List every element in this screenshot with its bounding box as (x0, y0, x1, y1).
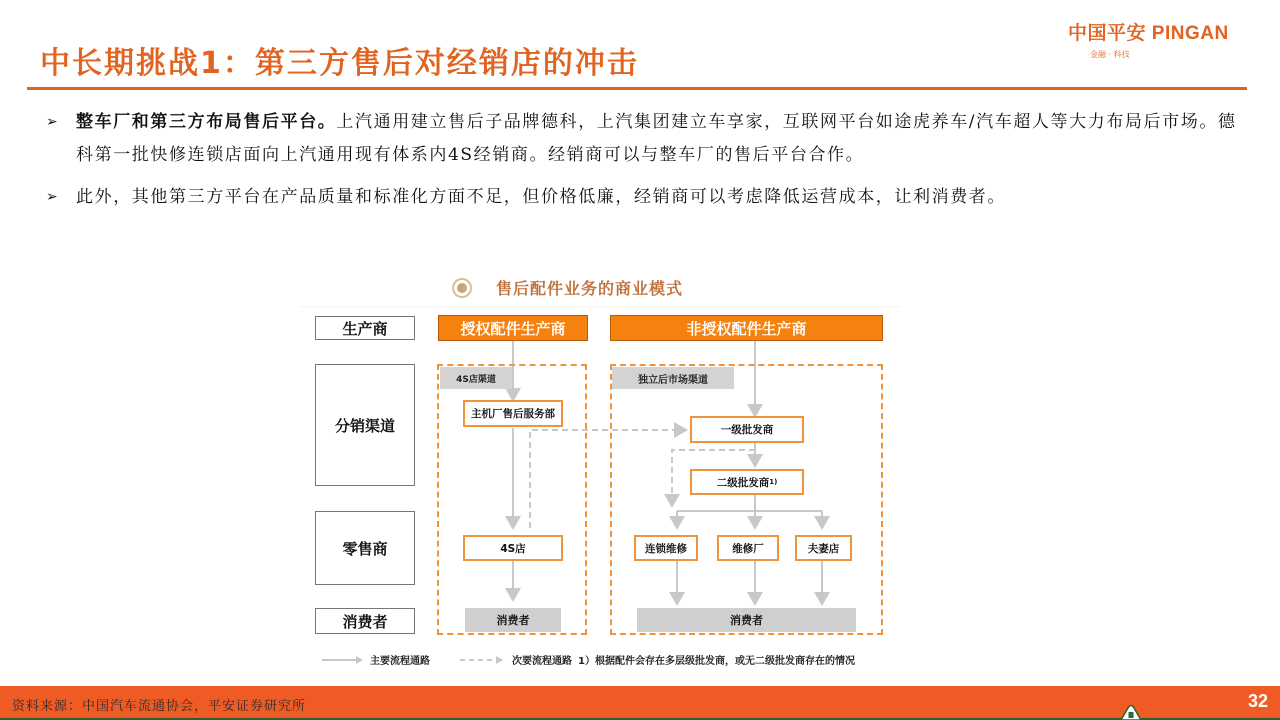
diagram-title-text: 售后配件业务的商业模式 (496, 279, 684, 298)
logo-cn: 中国平安 (1068, 23, 1147, 44)
pingan-logo (1068, 18, 1229, 60)
arrow-bullet-icon: ➢ (46, 189, 60, 205)
footer-bar (0, 686, 1280, 720)
logo-wordmark (1068, 18, 1229, 45)
4s-store-box: 4S店 (463, 535, 563, 561)
row-label-retailer: 零售商 (315, 511, 415, 585)
row-label-distribution: 分销渠道 (315, 364, 415, 486)
solid-arrow-icon (322, 655, 364, 665)
bullet-item (46, 106, 1246, 172)
pingan-mark-icon (1120, 700, 1142, 720)
chain-repair-box: 连锁维修 (634, 535, 698, 561)
dashed-arrow-icon (460, 655, 504, 665)
authorized-producer-header: 授权配件生产商 (438, 315, 588, 341)
legend-primary: 主要流程通路 (370, 656, 430, 667)
independent-consumer-box: 消费者 (637, 608, 856, 632)
wholesaler-tier2-box (690, 469, 804, 495)
slide-title: 中长期挑战1：第三方售后对经销店的冲击 (40, 46, 639, 81)
repair-shop-box: 维修厂 (717, 535, 779, 561)
wholesaler-tier2-label: 二级批发商 (716, 476, 770, 489)
authorized-consumer-box: 消费者 (465, 608, 561, 632)
business-model-diagram (300, 270, 900, 670)
logo-tagline: 金融 · 科技 (1090, 50, 1130, 59)
4s-channel-tag: 4S店渠道 (440, 367, 512, 389)
bullet-item (46, 181, 1246, 214)
oem-service-dept-box: 主机厂售后服务部 (463, 400, 563, 427)
row-label-consumer: 消费者 (315, 608, 415, 634)
title-divider (27, 87, 1247, 90)
footnote-marker: 1) (769, 478, 778, 486)
bullet-list (46, 106, 1246, 223)
page-number: 32 (1247, 691, 1268, 711)
source-note: 资料来源：中国汽车流通协会，平安证券研究所 (12, 699, 307, 714)
family-store-box: 夫妻店 (795, 535, 852, 561)
bullet-text: 上汽通用建立售后子品牌德科，上汽集团建立车享家，互联网平台如途虎养车/汽车超人等大力布局后市场。德科第一批快修连锁店面向上汽通用现有体系内4S经销商。经销商可以与整车厂的售后平台合作。 (76, 112, 1237, 165)
logo-en-b: AN (1200, 23, 1229, 44)
legend-secondary: 次要流程通路 (512, 656, 572, 667)
independent-channel-region (610, 364, 883, 635)
arrow-bullet-icon: ➢ (46, 114, 60, 130)
bullet-text: 此外，其他第三方平台在产品质量和标准化方面不足，但价格低廉，经销商可以考虑降低运营成本，让利消费者。 (76, 187, 1006, 207)
legend-footnote: 1）根据配件会存在多层级批发商，或无二级批发商存在的情况 (578, 656, 855, 667)
non-authorized-producer-header: 非授权配件生产商 (610, 315, 883, 341)
wholesaler-tier1-box: 一级批发商 (690, 416, 804, 443)
independent-channel-tag: 独立后市场渠道 (612, 367, 734, 389)
bullet-bold: 整车厂和第三方布局售后平台。 (76, 112, 337, 132)
diagram-legend (322, 652, 855, 667)
logo-en-a: PING (1151, 23, 1201, 44)
row-label-producer: 生产商 (315, 316, 415, 340)
